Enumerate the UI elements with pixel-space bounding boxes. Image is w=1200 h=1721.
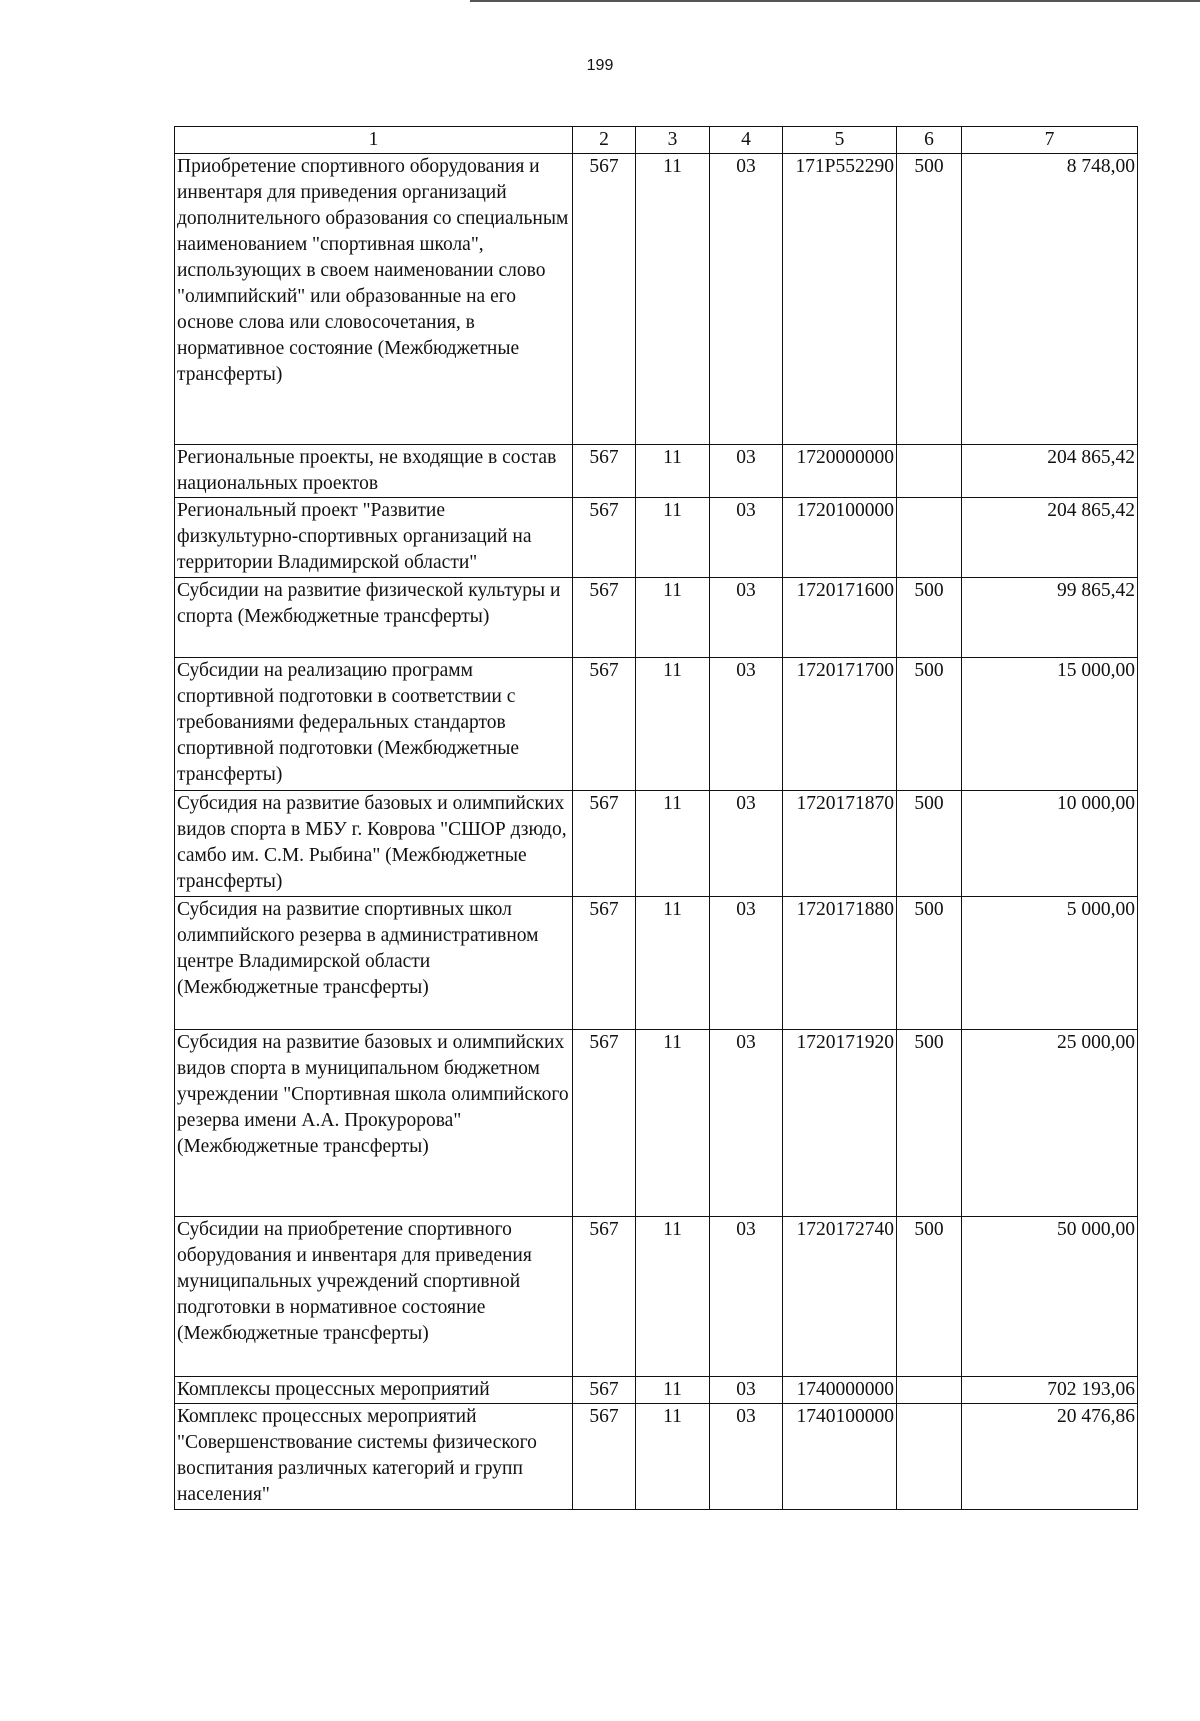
row-col5-cell: 1720171700 — [783, 658, 897, 791]
row-amount-cell: 25 000,00 — [962, 1030, 1138, 1217]
row-col4-cell: 03 — [710, 658, 783, 791]
table-row — [175, 1404, 1138, 1510]
row-col3-cell: 11 — [636, 578, 710, 658]
row-col2-cell: 567 — [573, 1377, 636, 1404]
row-amount-cell: 99 865,42 — [962, 578, 1138, 658]
row-col2-cell: 567 — [573, 498, 636, 578]
row-col4-cell: 03 — [710, 154, 783, 445]
row-name-cell: Субсидии на реализацию программ спортивной подготовки в соответствии с требованиями федеральных стандартов спортивной подготовки (Межбюджетные трансферты) — [175, 658, 573, 791]
table-row — [175, 1217, 1138, 1377]
row-name-cell: Комплекс процессных мероприятий "Совершенствование системы физического воспитания различных категорий и групп населения" — [175, 1404, 573, 1510]
row-col3-cell: 11 — [636, 897, 710, 1030]
row-col5-cell: 1720000000 — [783, 445, 897, 498]
row-col2-cell: 567 — [573, 1030, 636, 1217]
row-col3-cell: 11 — [636, 154, 710, 445]
row-col2-cell: 567 — [573, 578, 636, 658]
row-col3-cell: 11 — [636, 1030, 710, 1217]
row-col5-cell: 171P552290 — [783, 154, 897, 445]
header-cell-1: 1 — [175, 127, 573, 154]
row-col4-cell: 03 — [710, 578, 783, 658]
row-col4-cell: 03 — [710, 897, 783, 1030]
row-amount-cell: 50 000,00 — [962, 1217, 1138, 1377]
row-amount-cell: 8 748,00 — [962, 154, 1138, 445]
row-name-cell: Субсидия на развитие спортивных школ олимпийского резерва в административном центре Владимирской области (Межбюджетные трансферты) — [175, 897, 573, 1030]
row-col3-cell: 11 — [636, 1217, 710, 1377]
row-col6-cell: 500 — [897, 658, 962, 791]
row-name-cell: Региональный проект "Развитие физкультурно-спортивных организаций на территории Владимирской области" — [175, 498, 573, 578]
row-col2-cell: 567 — [573, 154, 636, 445]
table-header-row — [175, 127, 1138, 154]
header-cell-5: 5 — [783, 127, 897, 154]
page-number: 199 — [586, 57, 614, 74]
row-col5-cell: 1740000000 — [783, 1377, 897, 1404]
row-name-cell: Комплексы процессных мероприятий — [175, 1377, 573, 1404]
row-amount-cell: 204 865,42 — [962, 445, 1138, 498]
row-col6-cell — [897, 1377, 962, 1404]
row-col2-cell: 567 — [573, 1217, 636, 1377]
table-row — [175, 791, 1138, 897]
row-col3-cell: 11 — [636, 1404, 710, 1510]
table-row — [175, 578, 1138, 658]
budget-table — [174, 126, 1138, 1510]
row-col6-cell: 500 — [897, 791, 962, 897]
row-col2-cell: 567 — [573, 1404, 636, 1510]
header-cell-7: 7 — [962, 127, 1138, 154]
row-col5-cell: 1740100000 — [783, 1404, 897, 1510]
row-name-cell: Приобретение спортивного оборудования и инвентаря для приведения организаций дополнительного образования со специальным наименованием "спортивная школа", использующих в своем наименовании слово "олимпийский" или образованные на его основе слова или словосочетания, в нормативное состояние (Межбюджетные трансферты) — [175, 154, 573, 445]
row-col4-cell: 03 — [710, 1030, 783, 1217]
row-col6-cell: 500 — [897, 578, 962, 658]
header-cell-2: 2 — [573, 127, 636, 154]
row-col4-cell: 03 — [710, 1217, 783, 1377]
row-col2-cell: 567 — [573, 445, 636, 498]
row-col4-cell: 03 — [710, 498, 783, 578]
row-amount-cell: 15 000,00 — [962, 658, 1138, 791]
row-col5-cell: 1720171870 — [783, 791, 897, 897]
row-col5-cell: 1720171600 — [783, 578, 897, 658]
table-row — [175, 445, 1138, 498]
row-col4-cell: 03 — [710, 445, 783, 498]
row-col6-cell — [897, 445, 962, 498]
table-row — [175, 658, 1138, 791]
row-col2-cell: 567 — [573, 658, 636, 791]
row-col6-cell: 500 — [897, 1217, 962, 1377]
row-col5-cell: 1720100000 — [783, 498, 897, 578]
row-col6-cell — [897, 1404, 962, 1510]
table-row — [175, 1030, 1138, 1217]
row-col6-cell — [897, 498, 962, 578]
row-col2-cell: 567 — [573, 897, 636, 1030]
row-col5-cell: 1720171880 — [783, 897, 897, 1030]
row-name-cell: Региональные проекты, не входящие в состав национальных проектов — [175, 445, 573, 498]
row-name-cell: Субсидии на приобретение спортивного оборудования и инвентаря для приведения муниципальных учреждений спортивной подготовки в нормативное состояние (Межбюджетные трансферты) — [175, 1217, 573, 1377]
row-col6-cell: 500 — [897, 1030, 962, 1217]
row-col3-cell: 11 — [636, 498, 710, 578]
row-col5-cell: 1720171920 — [783, 1030, 897, 1217]
row-amount-cell: 10 000,00 — [962, 791, 1138, 897]
row-name-cell: Субсидия на развитие базовых и олимпийских видов спорта в МБУ г. Коврова "СШОР дзюдо, самбо им. С.М. Рыбина" (Межбюджетные трансферты) — [175, 791, 573, 897]
row-col2-cell: 567 — [573, 791, 636, 897]
row-col4-cell: 03 — [710, 1377, 783, 1404]
row-col4-cell: 03 — [710, 1404, 783, 1510]
row-col4-cell: 03 — [710, 791, 783, 897]
row-col3-cell: 11 — [636, 658, 710, 791]
table-row — [175, 154, 1138, 445]
header-cell-3: 3 — [636, 127, 710, 154]
row-col6-cell: 500 — [897, 154, 962, 445]
row-amount-cell: 20 476,86 — [962, 1404, 1138, 1510]
row-col3-cell: 11 — [636, 1377, 710, 1404]
table-row — [175, 1377, 1138, 1404]
table-row — [175, 498, 1138, 578]
top-edge-rule — [470, 0, 1200, 2]
row-name-cell: Субсидии на развитие физической культуры и спорта (Межбюджетные трансферты) — [175, 578, 573, 658]
row-amount-cell: 204 865,42 — [962, 498, 1138, 578]
header-cell-4: 4 — [710, 127, 783, 154]
row-col3-cell: 11 — [636, 791, 710, 897]
row-amount-cell: 702 193,06 — [962, 1377, 1138, 1404]
table-row — [175, 897, 1138, 1030]
row-amount-cell: 5 000,00 — [962, 897, 1138, 1030]
row-col5-cell: 1720172740 — [783, 1217, 897, 1377]
row-name-cell: Субсидия на развитие базовых и олимпийских видов спорта в муниципальном бюджетном учреждении "Спортивная школа олимпийского резерва имени А.А. Прокуророва" (Межбюджетные трансферты) — [175, 1030, 573, 1217]
header-cell-6: 6 — [897, 127, 962, 154]
row-col6-cell: 500 — [897, 897, 962, 1030]
row-col3-cell: 11 — [636, 445, 710, 498]
